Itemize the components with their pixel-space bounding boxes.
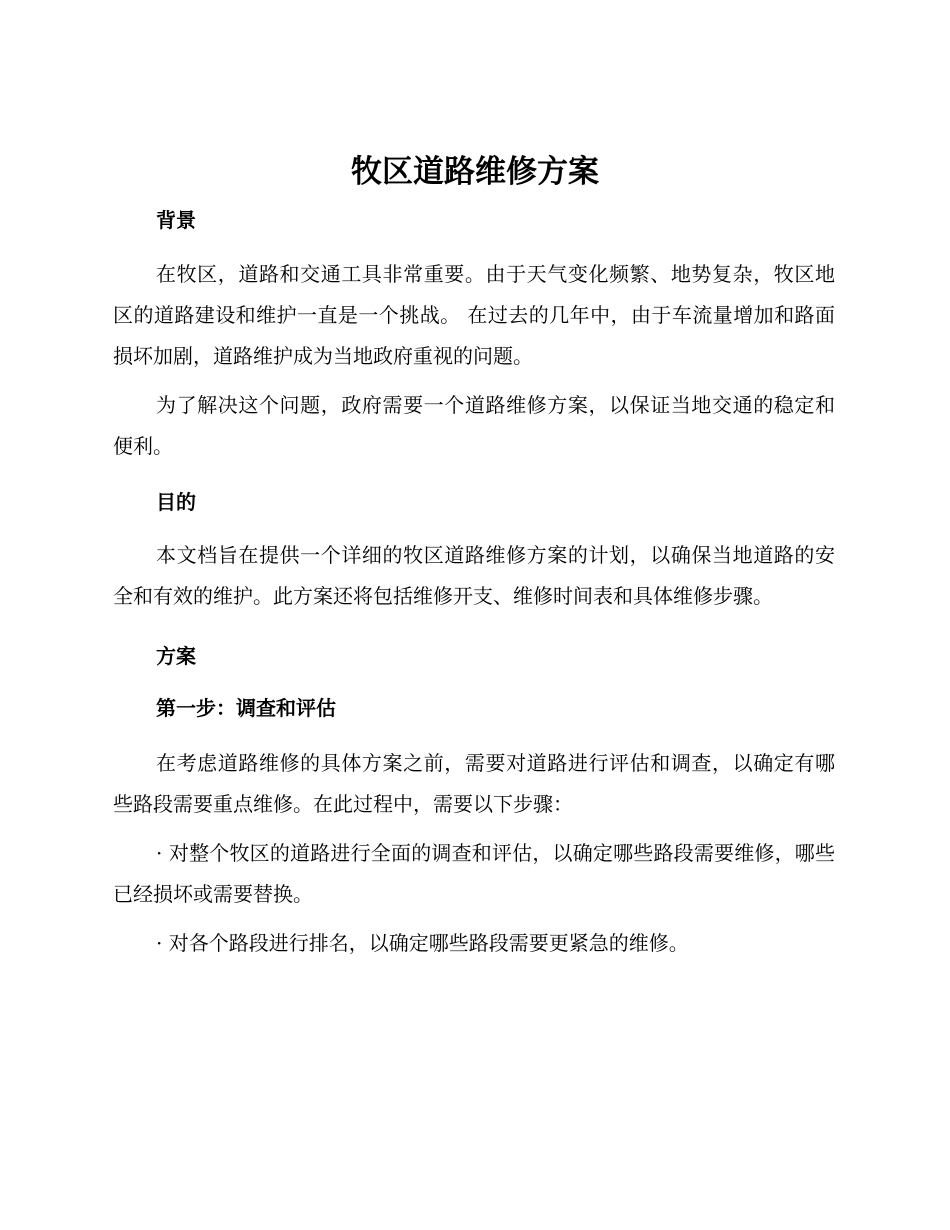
section-heading-background: 背景	[156, 208, 196, 232]
background-paragraph-1: 在牧区，道路和交通工具非常重要。由于天气变化频繁、地势复杂，牧区地区的道路建设和维护一直是一个挑战。 在过去的几年中，由于车流量增加和路面损坏加剧，道路维护成为当地政府重视的问题。	[113, 262, 835, 368]
purpose-paragraph-1: 本文档旨在提供一个详细的牧区道路维修方案的计划，以确保当地道路的安全和有效的维护。此方案还将包括维修开支、维修时间表和具体维修步骤。	[113, 543, 835, 608]
section-heading-plan: 方案	[156, 644, 196, 668]
section-heading-purpose: 目的	[156, 490, 196, 514]
page-title: 牧区道路维修方案	[351, 154, 599, 190]
step1-bullet-1: · 对整个牧区的道路进行全面的调查和评估，以确定哪些路段需要维修，哪些已经损坏或需要替换。	[113, 841, 835, 906]
step1-intro-paragraph: 在考虑道路维修的具体方案之前，需要对道路进行评估和调查，以确定有哪些路段需要重点维修。在此过程中，需要以下步骤：	[113, 751, 835, 816]
background-paragraph-2: 为了解决这个问题，政府需要一个道路维修方案，以保证当地交通的稳定和便利。	[113, 393, 835, 458]
subsection-heading-step1: 第一步：调查和评估	[156, 696, 336, 720]
step1-bullet-2: · 对各个路段进行排名，以确定哪些路段需要更紧急的维修。	[156, 931, 689, 955]
document-body	[113, 203, 835, 972]
